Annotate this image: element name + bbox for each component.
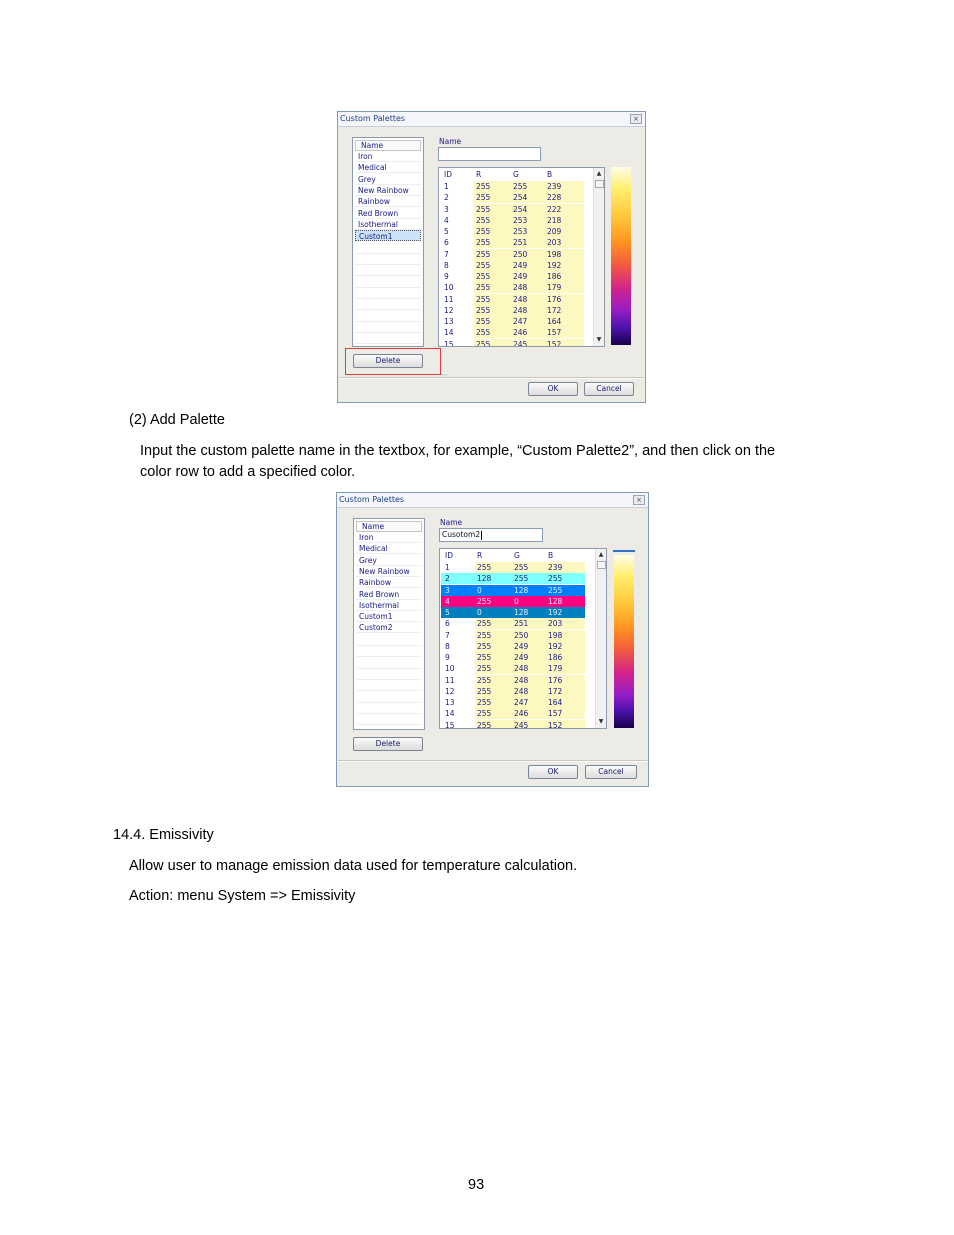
grid-cell-g: 255 [513, 182, 528, 191]
grid-cell-r: 255 [476, 238, 491, 248]
grid-cell-b: 222 [547, 204, 562, 214]
grid-row[interactable] [440, 215, 584, 226]
grid-row[interactable] [440, 204, 584, 215]
grid-row[interactable] [441, 663, 585, 674]
palette-list-item[interactable]: New Rainbow [355, 185, 421, 196]
grid-cell-r: 255 [476, 305, 491, 315]
grid-cell-id: 4 [445, 596, 450, 606]
grid-cell-r: 255 [477, 641, 492, 651]
grid-row[interactable] [441, 618, 585, 629]
grid-cell-b: 128 [548, 596, 563, 606]
grid-cell-r: 255 [476, 215, 491, 225]
step-text-line1: Input the custom palette name in the textbox, for example, “Custom Palette2”, and then click on the [140, 443, 776, 459]
grid-cell-g: 249 [513, 272, 528, 281]
grid-row[interactable] [441, 720, 585, 730]
palette-preview-marker [613, 550, 635, 552]
close-icon[interactable]: × [630, 114, 642, 124]
grid-cell-id: 10 [444, 283, 454, 293]
grid-cell-id: 5 [444, 227, 449, 236]
grid-cell-id: 5 [445, 608, 450, 617]
grid-cell-g: 248 [513, 294, 528, 304]
grid-scrollbar[interactable] [595, 549, 606, 728]
grid-cell-r: 255 [476, 204, 491, 214]
grid-cell-b: 157 [547, 328, 562, 338]
grid-scrollbar[interactable] [593, 168, 604, 346]
grid-cell-r: 0 [477, 585, 482, 595]
grid-cell-r: 255 [477, 630, 492, 640]
palette-list-item[interactable]: Red Brown [356, 589, 422, 600]
empty-row-line [356, 679, 422, 680]
grid-cell-g: 250 [514, 630, 529, 640]
grid-cell-r: 255 [476, 283, 491, 293]
grid-cell-id: 3 [444, 204, 449, 214]
palette-list-item[interactable]: Isothermal [355, 219, 421, 230]
grid-cell-r: 255 [477, 619, 492, 629]
palette-list-item[interactable]: Isothermal [356, 600, 422, 611]
grid-header-r: R [477, 551, 483, 560]
grid-row[interactable] [441, 641, 585, 652]
grid-cell-g: 255 [514, 563, 529, 572]
palette-list-item[interactable]: Grey [355, 174, 421, 185]
grid-cell-r: 255 [476, 182, 491, 191]
grid-header-g: G [513, 170, 519, 179]
grid-cell-r: 128 [477, 574, 492, 584]
page-number: 93 [468, 1177, 485, 1193]
grid-cell-id: 13 [445, 698, 455, 707]
grid-cell-g: 255 [514, 574, 529, 584]
grid-cell-id: 15 [444, 339, 454, 347]
palette-list-item[interactable]: Custom2 [356, 622, 422, 633]
grid-cell-b: 198 [548, 630, 563, 640]
grid-cell-g: 246 [513, 328, 528, 338]
palette-list-item[interactable]: Rainbow [355, 196, 421, 207]
grid-cell-r: 255 [477, 720, 492, 729]
step-heading: (2) Add Palette [129, 412, 225, 428]
scroll-down-icon[interactable]: ▼ [596, 336, 602, 343]
grid-row[interactable] [440, 305, 584, 316]
grid-cell-g: 247 [513, 317, 528, 326]
grid-cell-r: 255 [476, 339, 491, 347]
grid-cell-id: 12 [444, 305, 454, 315]
grid-row[interactable] [440, 192, 584, 203]
grid-cell-g: 0 [514, 596, 519, 606]
empty-row-line [356, 668, 422, 669]
grid-row[interactable] [440, 316, 584, 327]
grid-cell-b: 255 [548, 585, 563, 595]
list-header: Name [356, 521, 422, 532]
grid-cell-b: 172 [548, 686, 563, 696]
grid-cell-id: 11 [444, 294, 454, 304]
grid-cell-b: 186 [547, 272, 562, 281]
grid-cell-id: 12 [445, 686, 455, 696]
palette-list-item[interactable]: Medical [356, 543, 422, 554]
grid-cell-g: 253 [513, 215, 528, 225]
palette-name-input[interactable] [439, 528, 543, 542]
empty-row-line [355, 321, 421, 322]
palette-preview-bar [614, 555, 634, 728]
grid-cell-r: 255 [477, 653, 492, 662]
grid-cell-id: 3 [445, 585, 450, 595]
empty-row-line [356, 645, 422, 646]
cancel-button[interactable]: Cancel [585, 765, 637, 779]
scroll-thumb[interactable] [597, 561, 606, 569]
grid-cell-g: 249 [513, 260, 528, 270]
empty-row-line [356, 656, 422, 657]
grid-cell-r: 255 [476, 249, 491, 259]
grid-cell-id: 9 [445, 653, 450, 662]
empty-row-line [355, 275, 421, 276]
grid-row[interactable] [441, 562, 585, 573]
grid-cell-id: 8 [445, 641, 450, 651]
close-icon[interactable]: × [633, 495, 645, 505]
palette-list-item[interactable]: Red Brown [355, 208, 421, 219]
grid-row[interactable] [440, 237, 584, 248]
grid-cell-r: 255 [477, 596, 492, 606]
palette-name-input[interactable] [438, 147, 541, 161]
grid-cell-r: 255 [477, 686, 492, 696]
name-input-value: Cusotom2 [442, 530, 481, 539]
grid-cell-g: 247 [514, 698, 529, 707]
grid-cell-r: 255 [476, 317, 491, 326]
grid-cell-b: 239 [548, 563, 563, 572]
section-text: Allow user to manage emission data used for temperature calculation. [129, 858, 578, 874]
step-text-line2: color row to add a specified color. [140, 464, 356, 480]
grid-cell-g: 128 [514, 585, 529, 595]
empty-row-line [355, 253, 421, 254]
grid-cell-g: 245 [514, 720, 529, 729]
grid-cell-g: 251 [514, 619, 529, 629]
empty-row-line [356, 713, 422, 714]
grid-row[interactable] [441, 697, 585, 708]
empty-row-line [355, 343, 421, 344]
palette-list-item[interactable]: Medical [355, 162, 421, 173]
grid-row[interactable] [440, 249, 584, 260]
grid-cell-r: 255 [476, 328, 491, 338]
grid-cell-id: 7 [445, 630, 450, 640]
grid-cell-r: 255 [477, 698, 492, 707]
grid-header-b: B [548, 551, 554, 560]
text-caret [481, 531, 482, 540]
grid-cell-id: 1 [445, 563, 450, 572]
grid-row[interactable] [441, 607, 585, 618]
grid-cell-g: 249 [514, 653, 529, 662]
ok-button[interactable]: OK [528, 382, 578, 396]
grid-cell-id: 7 [444, 249, 449, 259]
custom-palettes-dialog-2 [336, 492, 649, 787]
grid-cell-id: 8 [444, 260, 449, 270]
grid-cell-r: 255 [476, 260, 491, 270]
palette-list-item[interactable]: New Rainbow [356, 566, 422, 577]
grid-cell-b: 172 [547, 305, 562, 315]
grid-cell-b: 203 [547, 238, 562, 248]
grid-row[interactable] [440, 294, 584, 305]
grid-row[interactable] [440, 181, 584, 192]
section-heading: 14.4. Emissivity [113, 827, 214, 843]
palette-color-grid[interactable] [438, 167, 605, 347]
palette-list-item[interactable]: Rainbow [356, 577, 422, 588]
grid-cell-r: 0 [477, 608, 482, 617]
grid-row[interactable] [441, 573, 585, 584]
ok-button[interactable]: OK [528, 765, 578, 779]
grid-cell-b: 255 [548, 574, 563, 584]
palette-name-list[interactable] [353, 518, 425, 730]
grid-row[interactable] [440, 327, 584, 338]
grid-cell-g: 248 [514, 664, 529, 674]
grid-cell-id: 4 [444, 215, 449, 225]
scroll-up-icon[interactable]: ▲ [596, 170, 602, 177]
empty-row-line [356, 724, 422, 725]
grid-row[interactable] [441, 652, 585, 663]
grid-cell-g: 250 [513, 249, 528, 259]
grid-cell-id: 6 [444, 238, 449, 248]
separator [339, 377, 644, 379]
grid-cell-r: 255 [476, 227, 491, 236]
grid-row[interactable] [441, 675, 585, 686]
grid-row[interactable] [440, 260, 584, 271]
grid-cell-r: 255 [477, 709, 492, 719]
grid-cell-id: 15 [445, 720, 455, 729]
grid-cell-b: 228 [547, 193, 562, 203]
grid-cell-g: 248 [514, 675, 529, 685]
grid-cell-b: 179 [547, 283, 562, 293]
delete-button[interactable]: Delete [353, 737, 423, 751]
grid-cell-id: 14 [444, 328, 454, 338]
grid-cell-b: 157 [548, 709, 563, 719]
grid-cell-r: 255 [477, 563, 492, 572]
grid-cell-b: 192 [547, 260, 562, 270]
grid-cell-r: 255 [476, 294, 491, 304]
separator [338, 760, 647, 762]
grid-row[interactable] [440, 271, 584, 282]
grid-cell-b: 176 [547, 294, 562, 304]
grid-cell-b: 239 [547, 182, 562, 191]
grid-cell-g: 253 [513, 227, 528, 236]
grid-cell-g: 251 [513, 238, 528, 248]
grid-header-row [440, 169, 584, 180]
name-label: Name [439, 137, 462, 146]
grid-cell-b: 152 [547, 339, 562, 347]
grid-cell-b: 192 [548, 641, 563, 651]
grid-cell-b: 209 [547, 227, 562, 236]
grid-cell-g: 254 [513, 193, 528, 203]
grid-header-id: ID [445, 551, 453, 560]
grid-row[interactable] [440, 282, 584, 293]
delete-button[interactable]: Delete [353, 354, 423, 368]
grid-row[interactable] [441, 708, 585, 719]
grid-cell-id: 13 [444, 317, 454, 326]
cancel-button[interactable]: Cancel [584, 382, 634, 396]
palette-list-item[interactable]: Custom1 [356, 611, 422, 622]
grid-cell-id: 14 [445, 709, 455, 719]
grid-cell-b: 203 [548, 619, 563, 629]
grid-cell-b: 192 [548, 608, 563, 617]
dialog-titlebar [338, 112, 645, 127]
grid-cell-b: 164 [547, 317, 562, 326]
scroll-thumb[interactable] [595, 180, 604, 188]
palette-list-item[interactable]: Custom1 [355, 230, 421, 241]
grid-cell-g: 254 [513, 204, 528, 214]
grid-header-row [441, 550, 585, 561]
name-label: Name [440, 518, 463, 527]
empty-row-line [355, 309, 421, 310]
grid-header-g: G [514, 551, 520, 560]
grid-cell-id: 9 [444, 272, 449, 281]
grid-row[interactable] [441, 596, 585, 607]
grid-cell-b: 152 [548, 720, 563, 729]
grid-cell-b: 176 [548, 675, 563, 685]
dialog-title: Custom Palettes [339, 495, 405, 504]
empty-row-line [356, 702, 422, 703]
palette-list-item[interactable]: Iron [355, 151, 421, 162]
palette-list-item[interactable]: Grey [356, 555, 422, 566]
empty-row-line [355, 287, 421, 288]
grid-cell-b: 218 [547, 215, 562, 225]
grid-cell-g: 248 [513, 283, 528, 293]
dialog-title: Custom Palettes [340, 114, 406, 123]
grid-row[interactable] [440, 226, 584, 237]
grid-cell-r: 255 [476, 272, 491, 281]
empty-row-line [355, 264, 421, 265]
grid-cell-b: 186 [548, 653, 563, 662]
scroll-up-icon[interactable]: ▲ [598, 551, 604, 558]
palette-preview-bar [611, 167, 631, 345]
grid-header-b: B [547, 170, 553, 179]
grid-cell-id: 2 [444, 193, 449, 203]
grid-row[interactable] [441, 686, 585, 697]
action-text: Action: menu System => Emissivity [129, 888, 356, 904]
palette-name-list[interactable] [352, 137, 424, 347]
grid-cell-b: 164 [548, 698, 563, 707]
grid-row[interactable] [441, 585, 585, 596]
grid-cell-g: 249 [514, 641, 529, 651]
grid-cell-id: 6 [445, 619, 450, 629]
grid-cell-g: 246 [514, 709, 529, 719]
grid-cell-b: 179 [548, 664, 563, 674]
grid-row[interactable] [440, 339, 584, 348]
grid-cell-g: 248 [514, 686, 529, 696]
grid-row[interactable] [441, 630, 585, 641]
grid-cell-r: 255 [477, 664, 492, 674]
custom-palettes-dialog-1 [337, 111, 646, 403]
grid-cell-r: 255 [476, 193, 491, 203]
grid-cell-id: 11 [445, 675, 455, 685]
grid-cell-id: 1 [444, 182, 449, 191]
grid-cell-id: 10 [445, 664, 455, 674]
grid-cell-g: 248 [513, 305, 528, 315]
grid-header-r: R [476, 170, 482, 179]
grid-header-id: ID [444, 170, 452, 179]
empty-row-line [355, 332, 421, 333]
grid-cell-b: 198 [547, 249, 562, 259]
palette-color-grid[interactable] [439, 548, 607, 729]
palette-list-item[interactable]: Iron [356, 532, 422, 543]
dialog-titlebar [337, 493, 648, 508]
grid-cell-g: 128 [514, 608, 529, 617]
empty-row-line [356, 690, 422, 691]
grid-cell-id: 2 [445, 574, 450, 584]
empty-row-line [355, 298, 421, 299]
grid-cell-g: 245 [513, 339, 528, 347]
grid-cell-r: 255 [477, 675, 492, 685]
list-header: Name [355, 140, 421, 151]
scroll-down-icon[interactable]: ▼ [598, 718, 604, 725]
